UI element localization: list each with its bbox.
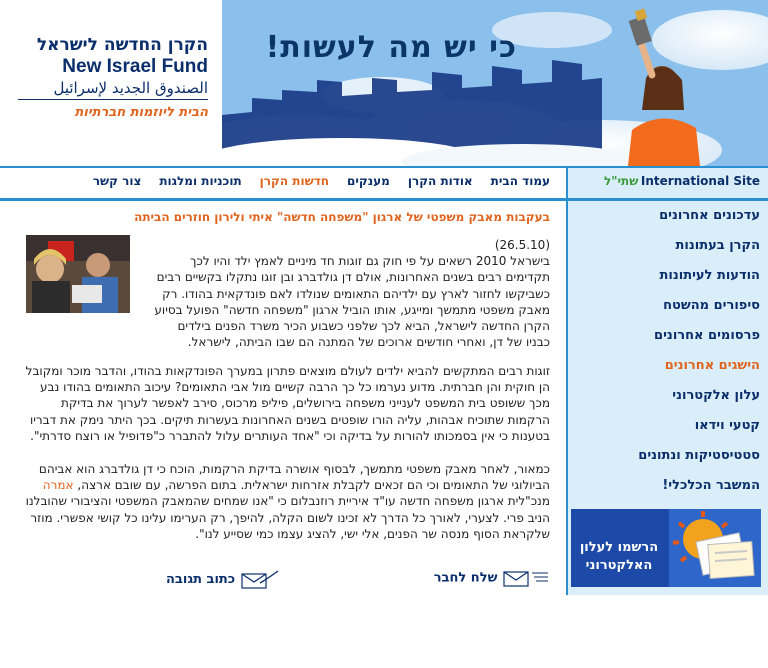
sidebar-item-newsletter[interactable]: עלון אלקטרוני xyxy=(672,388,760,403)
newsletter-banner-line2: האלקטרוני xyxy=(585,558,653,573)
side-nav-top xyxy=(566,168,768,198)
write-response-label: כתוב תגובה xyxy=(166,571,236,587)
nav-item-grants[interactable]: מענקים xyxy=(347,174,390,188)
sidebar-item-statistics[interactable]: סטטיסטיקות ונתונים xyxy=(638,448,760,463)
international-site-link[interactable]: International Site xyxy=(640,174,760,188)
sidebar-item-achievements[interactable]: הישגים אחרונים xyxy=(664,358,760,373)
nav-item-about[interactable]: אודות הקרן xyxy=(407,174,473,188)
article-photo xyxy=(26,235,130,313)
newsletter-banner-text-area xyxy=(571,509,667,587)
newsletter-signup-banner[interactable] xyxy=(571,509,761,587)
envelope-pen-icon xyxy=(240,569,280,589)
logo-divider xyxy=(18,99,208,100)
logo-subtitle: הבית ליוזמות חברתיות xyxy=(74,105,208,120)
nav-item-home[interactable]: עמוד הבית xyxy=(490,174,550,188)
header-slogan: כי יש מה לעשות! xyxy=(265,30,517,65)
envelope-lines-icon xyxy=(502,569,550,587)
nav-item-contact[interactable]: צור קשר xyxy=(92,174,142,188)
newsletter-sun-icon xyxy=(669,509,761,587)
nav-item-news[interactable]: חדשות הקרן xyxy=(259,174,329,188)
main-content xyxy=(0,201,566,595)
article-date: (26.5.10) xyxy=(494,238,550,252)
article-inline-link[interactable]: אמרה xyxy=(42,478,74,493)
logo-arabic: الصندوق الجديد لإسرائيل xyxy=(53,79,208,97)
header-banner-image xyxy=(222,0,768,166)
article-headline: בעקבות מאבק משפטי של ארגון "משפחה חדשה" איתי ולירון חוזרים הביתה xyxy=(134,210,550,224)
sidebar-item-latest-updates[interactable]: עדכונים אחרונים xyxy=(659,208,760,223)
logo-hebrew: הקרן החדשה לישראל xyxy=(36,35,208,55)
sidebar-item-field-stories[interactable]: סיפורים מהשטח xyxy=(663,298,760,313)
article-paragraph-3 xyxy=(16,461,550,542)
newsletter-banner-line1: הרשמו לעלון xyxy=(579,540,659,555)
newsletter-banner-graphic xyxy=(669,509,761,587)
top-nav xyxy=(0,168,566,198)
article-paragraph-3-start: כמאור, לאחר מאבק משפטי מתמשך, לבסוף אושרה בדיקת הרקמות, הוכח כי דן גולדברג הוא אביהם הביולוגי של התאומים וכי הם זכאים לקבלת אזרחות ישראלית. בתום הפרשה, עם שובם ארצה, xyxy=(38,462,550,493)
sidebar-item-press-releases[interactable]: הודעות לעיתונות xyxy=(659,268,760,283)
sidebar-item-publications[interactable]: פרסומים אחרונים xyxy=(654,328,760,343)
sidebar xyxy=(566,201,768,595)
write-response-button[interactable] xyxy=(166,569,280,589)
sidebar-item-in-press[interactable]: הקרן בעתונות xyxy=(675,238,760,253)
nav-item-programs[interactable]: תוכניות ומלגות xyxy=(159,174,242,188)
article-paragraph-1 xyxy=(150,237,550,350)
top-nav-items xyxy=(93,174,550,188)
article-paragraph-1-text: בישראל 2010 רשאים על פי חוק גם זוגות חד מיניים לאמץ ילד והיו לכך תקדימים רבים בשנים האחרונות, אולם דן גולדברג ובן זוגו נתקלו בקשיים רבים כשביקשו לחזור לארץ עם ילדיהם התאומים שנולדו לאם פונדקאית בהודו. רק מאבק משפטי מתמשך ומייגע, אותו הוביל ארגון "משפחה חדשה" הפועל בסיוע הקרן החדשה לישראל, הביא לכך שלפני כשבוע הכיר משרד הפנים בילדים כבניו של דן, ואחרי חודשים ארוכים של המתנה הם שבו הביתה, לישראל. xyxy=(154,254,550,350)
logo[interactable] xyxy=(18,34,208,124)
logo-english: New Israel Fund xyxy=(62,56,208,77)
header xyxy=(0,0,768,166)
article-paragraph-3-end: מנכ"לית ארגון משפחה חדשה עו"ד איריית רוזנבלום כי "אנו שמחים שהמאבק המשפטי והציבורי שהובלנו הניב פרי. לצערי, לאורך כל הדרך לא זכינו לשום הקלה, להיפך, רק הערימו עלינו כל קושי אפשרי. מוזר שלקראת הסוף מנסה שר הפנים, אלי ישי, להציג עצמו כמי שסייע לנו". xyxy=(25,494,550,541)
article-paragraph-2: זוגות רבים המתקשים להביא ילדים לעולם מוצאים פתרון במערך הפונדקאות בהודו, והדבר מוכר ומקובל הן חוקית והן חברתית. מדוע נערמו כל כך הרבה קשיים מול אבי התאומים? עיכוב התאומים בהודו נבע מכך ששופט בית המשפט לענייני משפחה בירושלים, פיליפ מרכוס, סירב לאפשר לערוך את בדיקת הרקמות שתוכיח אבהות, עליה הורו שופטים בשנים האחרונות בעשרות תיקים. בכך היתר נימק את דבריו בטענות כי אין בסמכותו להורות על בדיקה וכי "אחד העותרים עלול להתברר כ"פדופיל או רוצח סדרתי". xyxy=(25,364,550,443)
shatil-link[interactable]: שתי"ל xyxy=(604,174,639,188)
sidebar-item-videos[interactable]: קטעי וידאו xyxy=(694,418,760,433)
send-to-friend-label: שלח לחבר xyxy=(433,570,498,586)
sidebar-item-economic-crisis[interactable]: המשבר הכלכלי! xyxy=(662,478,760,493)
send-to-friend-button[interactable] xyxy=(434,569,550,587)
newsletter-banner-text xyxy=(573,539,665,575)
